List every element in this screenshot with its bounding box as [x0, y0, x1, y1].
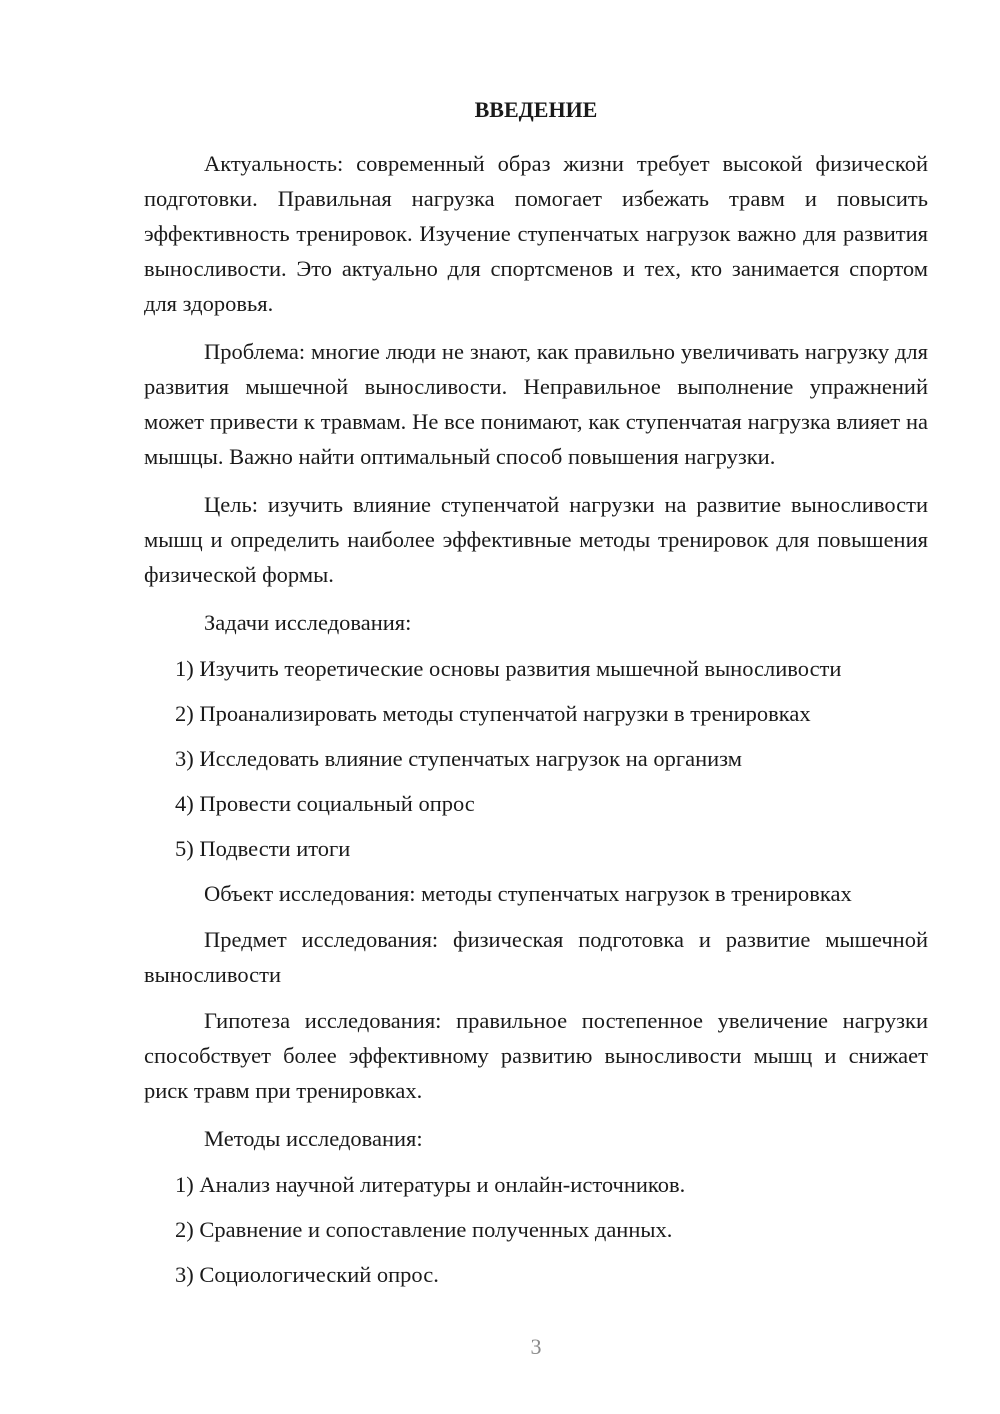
task-item: 2) Проанализировать методы ступенчатой нагрузки в тренировках [175, 701, 811, 726]
task-item: 1) Изучить теоретические основы развития мышечной выносливости [175, 656, 842, 681]
hypothesis-paragraph: Гипотеза исследования: правильное постепенное увеличение нагрузки способствует более эффективному развитию выносливости мышц и снижает риск травм при тренировках. [144, 1008, 928, 1103]
relevance-paragraph: Актуальность: современный образ жизни требует высокой физической подготовки. Правильная нагрузка помогает избежать травм и повысить эффективность тренировок. Изучение ступенчатых нагрузок важно для развития выносливости. Это актуально для спортсменов и тех, кто занимается спортом для здоровья. [144, 151, 928, 316]
method-item: 1) Анализ научной литературы и онлайн-источников. [175, 1172, 686, 1197]
task-item: 5) Подвести итоги [175, 836, 351, 861]
problem-paragraph: Проблема: многие люди не знают, как правильно увеличивать нагрузку для развития мышечной выносливости. Неправильное выполнение упражнений может привести к травмам. Не все понимают, как ступенчатая нагрузка влияет на мышцы. Важно найти оптимальный способ повышения нагрузки. [144, 339, 928, 469]
goal-paragraph: Цель: изучить влияние ступенчатой нагрузки на развитие выносливости мышц и определить наиболее эффективные методы тренировок для повышения физической формы. [144, 492, 928, 587]
page-number: 3 [530, 1334, 542, 1359]
methods-list [144, 1167, 928, 1292]
method-item: 2) Сравнение и сопоставление полученных данных. [175, 1217, 673, 1242]
tasks-heading: Задачи исследования: [204, 610, 412, 635]
tasks-list [144, 651, 928, 866]
task-item: 4) Провести социальный опрос [175, 791, 475, 816]
task-item: 3) Исследовать влияние ступенчатых нагрузок на организм [175, 746, 742, 771]
method-item: 3) Социологический опрос. [175, 1262, 439, 1287]
methods-heading: Методы исследования: [204, 1126, 423, 1151]
subject-paragraph: Предмет исследования: физическая подготовка и развитие мышечной выносливости [144, 927, 928, 987]
section-title: ВВЕДЕНИЕ [474, 97, 598, 122]
document-page [144, 96, 928, 1302]
object-line: Объект исследования: методы ступенчатых нагрузок в тренировках [204, 881, 852, 906]
